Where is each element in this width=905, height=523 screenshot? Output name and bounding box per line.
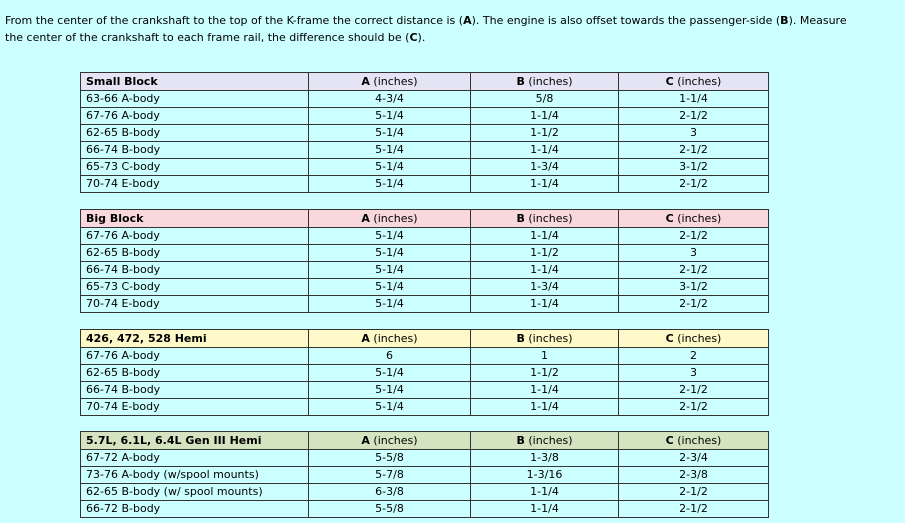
column-unit: (inches) — [524, 211, 573, 225]
measurement-cell: 5-1/4 — [309, 159, 471, 176]
model-cell: 62-65 B-body — [81, 245, 309, 262]
table-row — [81, 365, 769, 382]
table-header-row — [81, 210, 769, 228]
measurement-cell: 4-3/4 — [309, 91, 471, 108]
model-cell: 62-65 B-body (w/ spool mounts) — [81, 484, 309, 501]
intro-line-1: From the center of the crankshaft to the top of the K-frame the correct distance is (A). The engine is also offset towards the passenger-side (B). Measure — [5, 14, 847, 27]
measurement-cell: 2-3/4 — [619, 450, 769, 467]
measurement-cell: 5-5/8 — [309, 501, 471, 518]
column-letter: A — [361, 331, 370, 345]
table-row — [81, 142, 769, 159]
column-header — [471, 210, 619, 228]
column-unit: (inches) — [369, 331, 418, 345]
measurement-cell: 5-1/4 — [309, 262, 471, 279]
spec-table — [80, 431, 769, 518]
measurement-cell: 1-1/4 — [471, 142, 619, 159]
measurement-cell: 3 — [619, 125, 769, 142]
measurement-cell: 1-3/4 — [471, 159, 619, 176]
measurement-cell: 2-1/2 — [619, 501, 769, 518]
measurement-cell: 2-1/2 — [619, 142, 769, 159]
measurement-cell: 2-1/2 — [619, 262, 769, 279]
column-unit: (inches) — [673, 211, 722, 225]
measurement-cell: 2-1/2 — [619, 484, 769, 501]
table-row — [81, 228, 769, 245]
table-title: 426, 472, 528 Hemi — [81, 330, 309, 348]
model-cell: 62-65 B-body — [81, 125, 309, 142]
measurement-cell: 1-1/4 — [471, 176, 619, 193]
table-row — [81, 484, 769, 501]
spec-table — [80, 329, 769, 416]
measurement-cell: 2-1/2 — [619, 228, 769, 245]
model-cell: 70-74 E-body — [81, 296, 309, 313]
column-unit: (inches) — [369, 211, 418, 225]
column-unit: (inches) — [524, 74, 573, 88]
intro-line-2: the center of the crankshaft to each frame rail, the difference should be (C). — [5, 31, 426, 44]
column-unit: (inches) — [524, 331, 573, 345]
column-unit: (inches) — [673, 74, 722, 88]
column-letter: A — [361, 74, 370, 88]
intro-text — [5, 12, 905, 46]
column-letter: B — [516, 211, 525, 225]
table-row — [81, 176, 769, 193]
table-header-row — [81, 432, 769, 450]
measurement-cell: 5-7/8 — [309, 467, 471, 484]
measurement-cell: 6-3/8 — [309, 484, 471, 501]
column-letter: B — [516, 74, 525, 88]
table-header-row — [81, 330, 769, 348]
model-cell: 67-76 A-body — [81, 228, 309, 245]
model-cell: 67-76 A-body — [81, 348, 309, 365]
measurement-cell: 1-1/4 — [619, 91, 769, 108]
table-row — [81, 279, 769, 296]
measurement-cell: 5/8 — [471, 91, 619, 108]
table-row — [81, 467, 769, 484]
table-title: 5.7L, 6.1L, 6.4L Gen III Hemi — [81, 432, 309, 450]
column-header — [309, 432, 471, 450]
measurement-cell: 5-1/4 — [309, 399, 471, 416]
measurement-cell: 3 — [619, 245, 769, 262]
table-row — [81, 450, 769, 467]
table-row — [81, 382, 769, 399]
model-cell: 67-76 A-body — [81, 108, 309, 125]
measurement-cell: 1-1/2 — [471, 245, 619, 262]
column-unit: (inches) — [369, 433, 418, 447]
model-cell: 62-65 B-body — [81, 365, 309, 382]
measurement-cell: 1 — [471, 348, 619, 365]
measurement-cell: 1-1/4 — [471, 399, 619, 416]
measurement-cell: 1-3/8 — [471, 450, 619, 467]
model-cell: 65-73 C-body — [81, 159, 309, 176]
column-letter: C — [665, 331, 674, 345]
measurement-cell: 2-3/8 — [619, 467, 769, 484]
measurement-cell: 1-1/2 — [471, 125, 619, 142]
column-header — [619, 210, 769, 228]
measurement-cell: 1-1/4 — [471, 108, 619, 125]
model-cell: 66-74 B-body — [81, 382, 309, 399]
measurement-cell: 1-1/4 — [471, 228, 619, 245]
table-title: Big Block — [81, 210, 309, 228]
measurement-cell: 2 — [619, 348, 769, 365]
measurement-cell: 5-1/4 — [309, 142, 471, 159]
measurement-cell: 1-1/2 — [471, 365, 619, 382]
measurement-cell: 3-1/2 — [619, 279, 769, 296]
table-row — [81, 125, 769, 142]
column-header — [619, 432, 769, 450]
measurement-cell: 2-1/2 — [619, 296, 769, 313]
column-unit: (inches) — [369, 74, 418, 88]
table-row — [81, 91, 769, 108]
model-cell: 70-74 E-body — [81, 176, 309, 193]
column-unit: (inches) — [673, 331, 722, 345]
model-cell: 66-72 B-body — [81, 501, 309, 518]
column-header — [309, 210, 471, 228]
column-header — [619, 73, 769, 91]
measurement-cell: 5-1/4 — [309, 382, 471, 399]
measurement-cell: 5-1/4 — [309, 176, 471, 193]
model-cell: 73-76 A-body (w/spool mounts) — [81, 467, 309, 484]
table-title: Small Block — [81, 73, 309, 91]
measurement-cell: 1-1/4 — [471, 501, 619, 518]
table-row — [81, 296, 769, 313]
column-unit: (inches) — [673, 433, 722, 447]
spec-table — [80, 72, 769, 193]
table-row — [81, 245, 769, 262]
column-letter: B — [516, 331, 525, 345]
table-row — [81, 262, 769, 279]
measurement-cell: 5-1/4 — [309, 125, 471, 142]
column-unit: (inches) — [524, 433, 573, 447]
measurement-cell: 2-1/2 — [619, 399, 769, 416]
column-letter: C — [665, 74, 674, 88]
measurement-cell: 6 — [309, 348, 471, 365]
measurement-cell: 3 — [619, 365, 769, 382]
model-cell: 63-66 A-body — [81, 91, 309, 108]
table-row — [81, 501, 769, 518]
measurement-cell: 5-1/4 — [309, 108, 471, 125]
measurement-cell: 1-1/4 — [471, 262, 619, 279]
measurement-cell: 5-1/4 — [309, 365, 471, 382]
column-header — [471, 330, 619, 348]
model-cell: 66-74 B-body — [81, 142, 309, 159]
table-row — [81, 108, 769, 125]
column-header — [471, 432, 619, 450]
column-letter: C — [665, 433, 674, 447]
model-cell: 70-74 E-body — [81, 399, 309, 416]
spec-table — [80, 209, 769, 313]
measurement-cell: 1-1/4 — [471, 296, 619, 313]
column-letter: C — [665, 211, 674, 225]
measurement-cell: 1-1/4 — [471, 382, 619, 399]
column-letter: A — [361, 211, 370, 225]
column-letter: B — [516, 433, 525, 447]
measurement-cell: 5-1/4 — [309, 279, 471, 296]
measurement-cell: 5-1/4 — [309, 296, 471, 313]
measurement-cell: 5-1/4 — [309, 228, 471, 245]
column-header — [471, 73, 619, 91]
measurement-cell: 1-3/16 — [471, 467, 619, 484]
measurement-cell: 5-5/8 — [309, 450, 471, 467]
table-row — [81, 159, 769, 176]
measurement-cell: 2-1/2 — [619, 382, 769, 399]
measurement-cell: 2-1/2 — [619, 108, 769, 125]
measurement-cell: 1-3/4 — [471, 279, 619, 296]
model-cell: 66-74 B-body — [81, 262, 309, 279]
column-header — [619, 330, 769, 348]
table-header-row — [81, 73, 769, 91]
measurement-cell: 3-1/2 — [619, 159, 769, 176]
table-row — [81, 348, 769, 365]
measurement-cell: 1-1/4 — [471, 484, 619, 501]
table-row — [81, 399, 769, 416]
column-header — [309, 330, 471, 348]
model-cell: 67-72 A-body — [81, 450, 309, 467]
column-letter: A — [361, 433, 370, 447]
measurement-cell: 2-1/2 — [619, 176, 769, 193]
model-cell: 65-73 C-body — [81, 279, 309, 296]
column-header — [309, 73, 471, 91]
measurement-cell: 5-1/4 — [309, 245, 471, 262]
